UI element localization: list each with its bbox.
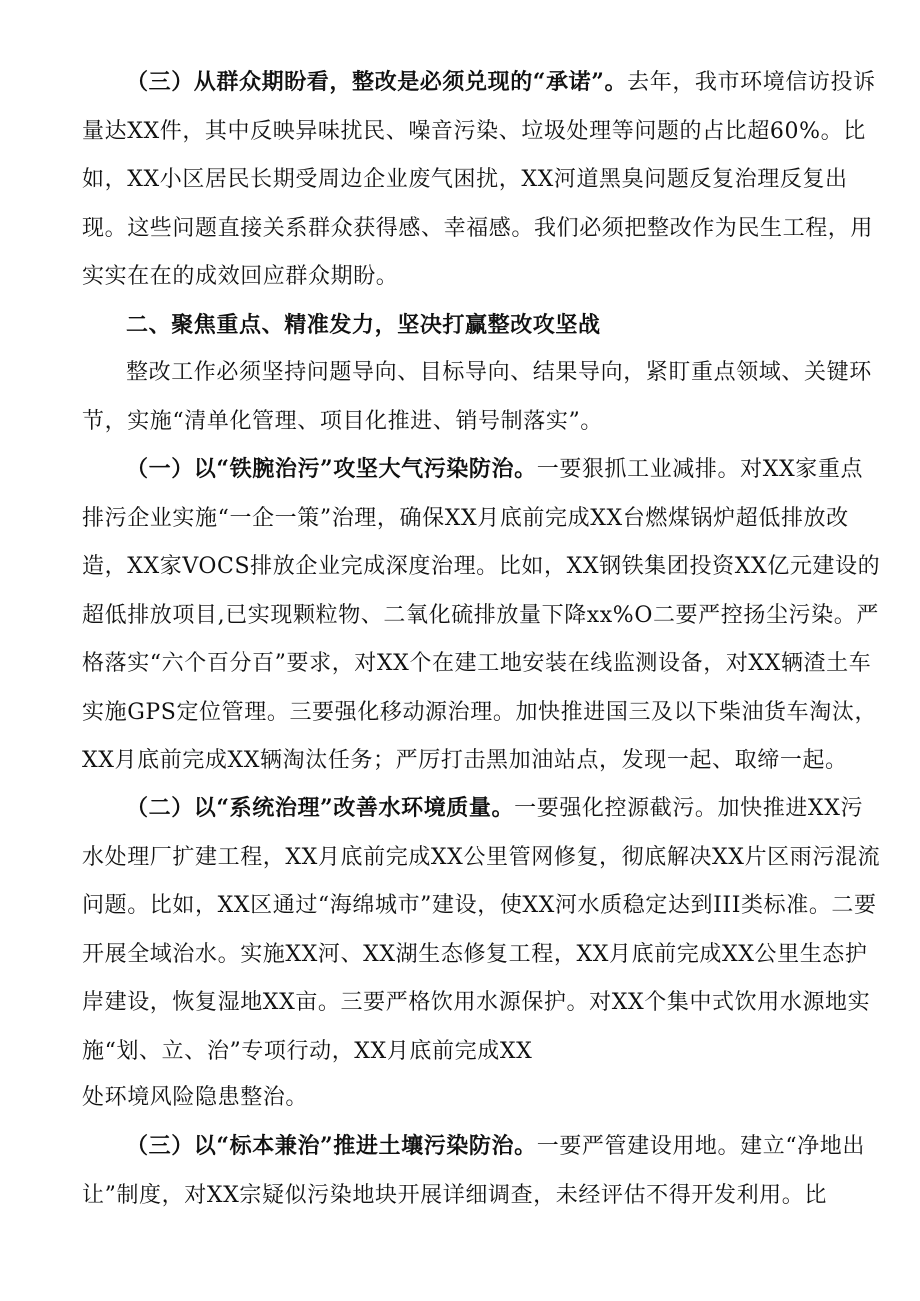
paragraph-public-expectation <box>82 58 882 302</box>
paragraph-air-pollution <box>82 445 882 786</box>
paragraph-water-continuation: 处环境风险隐患整治。 <box>82 1085 309 1110</box>
paragraph-rectification-approach <box>82 349 882 446</box>
paragraph-lead-heading: （一）以“铁腕治污”攻坚大气污染防治。 <box>126 456 537 482</box>
paragraph-lead-heading: （二）以“系统治理”改善水环境质量。 <box>126 795 515 821</box>
paragraph-body-text: 去年，我市环境信访投诉量达XX件，其中反映异味扰民、噪音污染、垃圾处理等问题的占比超60%。比如，XX小区居民长期受周边企业废气困扰，XX河道黑臭问题反复治理反复出现。这些问题直接关系群众获得感、幸福感。我们必须把整改作为民生工程，用实实在在的成效回应群众期盼。 <box>82 70 876 289</box>
section-heading-two: 二、聚焦重点、精准发力，坚决打赢整改攻坚战 <box>126 312 601 338</box>
paragraph-lead-heading: （三）从群众期盼看，整改是必须兑现的“承诺”。 <box>126 69 628 95</box>
paragraph-water-environment <box>82 784 882 1076</box>
paragraph-body-text: 一要狠抓工业减排。对XX家重点排污企业实施“一企一策”治理，确保XX月底前完成XX台燃煤锅炉超低排放改造，XX家VOCS排放企业完成深度治理。比如，XX钢铁集团投资XX亿元建设的超低排放项目,已实现颗粒物、二氧化硫排放量下降xx%O二要严控扬尘污染。严格落实“六个百分百”要求，对XX个在建工地安装在线监测设备，对XX辆渣土车实施GPS定位管理。三要强化移动源治理。加快推进国三及以下柴油货车淘汰，XX月底前完成XX辆淘汰任务；严厉打击黑加油站点，发现一起、取缔一起。 <box>82 457 881 773</box>
paragraph-body-text: 整改工作必须坚持问题导向、目标导向、结果导向，紧盯重点领域、关键环节，实施“清单化管理、项目化推进、销号制落实”。 <box>82 360 872 434</box>
paragraph-lead-heading: （三）以“标本兼治”推进土壤污染防治。 <box>126 1133 537 1159</box>
paragraph-body-text: 一要严管建设用地。建立“净地出让”制度，对XX宗疑似污染地块开展详细调查，未经评估不得开发利用。比 <box>82 1134 865 1208</box>
paragraph-body-text: 一要强化控源截污。加快推进XX污水处理厂扩建工程，XX月底前完成XX公里管网修复，彻底解决XX片区雨污混流问题。比如，XX区通过“海绵城市”建设，使XX河水质稳定达到III类标准。二要开展全域治水。实施XX河、XX湖生态修复工程，XX月底前完成XX公里生态护岸建设，恢复湿地XX亩。三要严格饮用水源保护。对XX个集中式饮用水源地实施“划、立、治”专项行动，XX月底前完成XX <box>82 796 881 1064</box>
paragraph-soil-pollution <box>82 1122 882 1220</box>
